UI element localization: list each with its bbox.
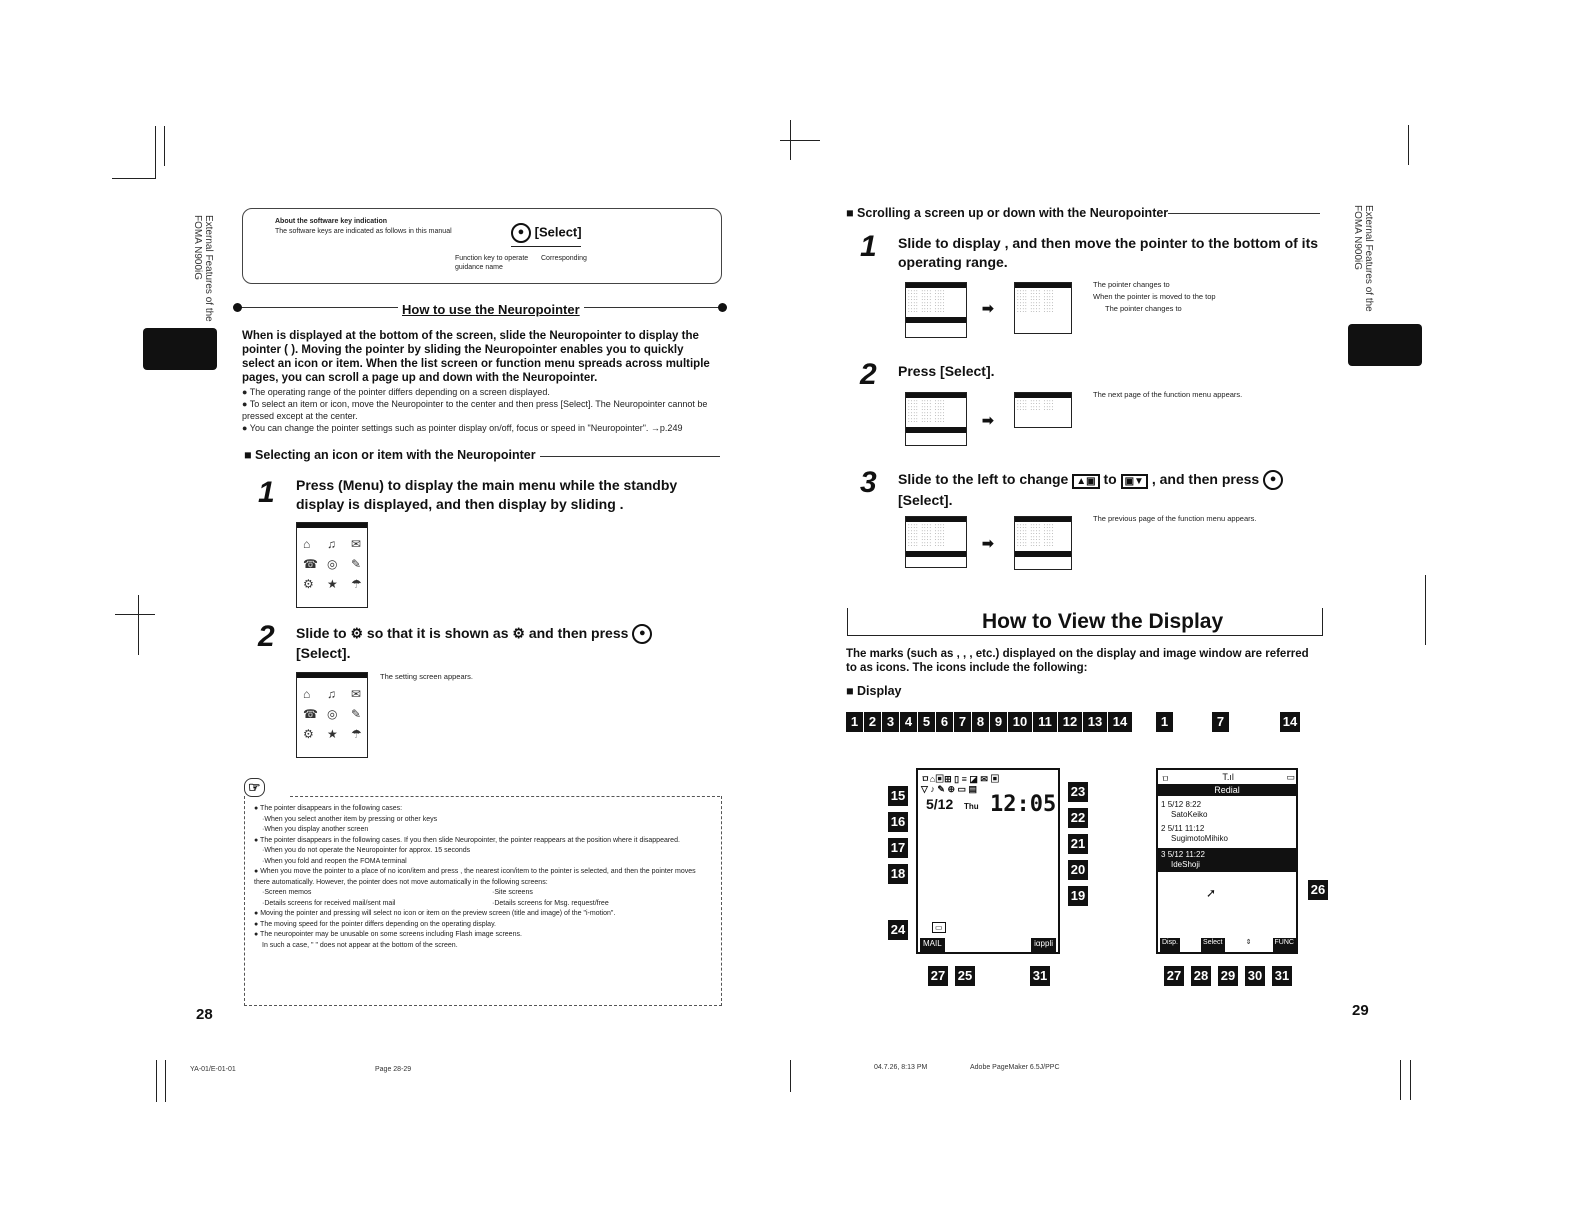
crop-mark: [1425, 575, 1426, 645]
left-intro-paragraph: When is displayed at the bottom of the screen, slide the Neuropointer to display the pointer ( ). Moving the pointer by sliding the Neuropointer enables you to quickly select an icon or item. When the list screen or function menu spreads across multiple pages, you can scroll a page up and down with the Neuropointer.: [242, 330, 710, 384]
list-item-selected: 3 5/12 11:22 IdeShoji: [1158, 848, 1296, 872]
display-date: 5/12: [926, 796, 954, 812]
icon-number: 1: [1156, 712, 1174, 732]
note-rule-top: [290, 796, 720, 797]
section-title-view-display: How to View the Display: [982, 610, 1224, 633]
softkey-left-icon: MAIL: [920, 938, 945, 952]
arrow-right: ➡: [982, 535, 994, 551]
footer-date: 04.7.26, 8:13 PM: [874, 1064, 928, 1071]
step-number: 2: [860, 358, 877, 391]
note-rule-bottom: [244, 1005, 722, 1006]
step-number: 1: [258, 476, 275, 509]
left-step1-text: Press (Menu) to display the main menu while the standby display is displayed, and then display by sliding .: [296, 477, 678, 512]
display-label: ■ Display: [846, 684, 902, 698]
status-icons-row2: ▽ ♪ ✎ ⊕ ▭ ▤: [921, 784, 978, 794]
phone-screen-thumb: :::: :::: :::: :::: :::: :::: :::: :::: :::: :::: :::: ::::: [905, 282, 967, 338]
page-number-left: 28: [196, 1006, 213, 1023]
right-intro-paragraph: The marks (such as , , , etc.) displayed on the display and image window are referred to as icons. The icons include the following:: [846, 648, 1309, 674]
note-icon: ☞: [244, 778, 265, 797]
phone-screen-thumb: :::: :::: :::: :::: :::: :::: :::: :::: :::: :::: :::: ::::: [905, 516, 967, 568]
right-step3-text: Slide to the left to change ▲▣ to ▣▼ , and then press ● [Select].: [898, 470, 1328, 510]
crop-mark: [112, 178, 156, 179]
step1-caption-1: The pointer changes to: [1093, 280, 1170, 289]
section-tab-right: [1348, 324, 1422, 366]
settings-selected-icon: ⚙: [512, 625, 525, 641]
softkey-label-function: Function key to operate: [455, 255, 529, 262]
subhead-rule: [540, 456, 720, 457]
footer-app: Adobe PageMaker 6.5J/PPC: [970, 1064, 1060, 1071]
crop-mark: [790, 1060, 791, 1092]
list-item: 1 5/12 8:22 SatoKeiko: [1161, 800, 1208, 819]
right-step2-text: Press [Select].: [898, 363, 995, 379]
left-number-column: 15 16 17 18: [888, 786, 909, 884]
rule-dot-left: [233, 303, 242, 312]
bottom-bar: [920, 938, 1056, 952]
note-rule-left: [244, 796, 245, 1006]
right-number-column: 23 22 21 20 19: [1068, 782, 1089, 906]
icon-number: 31: [1030, 966, 1051, 986]
softkey-select-label: [Select]: [534, 224, 582, 240]
softkey-box-body: The software keys are indicated as follows in this manual: [275, 228, 452, 235]
phone-screen-thumb: [296, 522, 368, 608]
softkey-right-icon: iαppli: [1031, 938, 1056, 952]
list-title: Redial: [1214, 785, 1240, 795]
phone-screen-thumb: :::: :::: :::: :::: :::: ::::: [1014, 392, 1072, 428]
left-subhead: ■ Selecting an icon or item with the Neuropointer: [244, 448, 536, 462]
bullet-item: ● You can change the pointer settings such as pointer display on/off, focus or speed in "Neuropointer". →p.249: [242, 423, 683, 433]
scroll-indicator-icon: ▲▣: [1072, 474, 1099, 489]
softkey-underline: [511, 246, 581, 247]
note-list: ● The pointer disappears in the following cases: ·When you select another item by pressing or other keys ·When you display another screen ● The pointer disappears in the following cases. If you then slide Neuropointer, the pointer reappears at the position where it disappeared. ·When you do not operate the Neuropointer for approx. 15 seconds ·When you fold and reopen the FOMA terminal ● When you move the pointer to a place of no icon/item and press , the nearest icon/item to the pointer is selected, and then the pointer moves there automatically. However, the pointer does not move automatically in the following screens: ·Screen memos ·Site screens ·Details screens for received mail/sent mail ·Details screens for Msg. request/free ● Moving the pointer and pressing will select no icon or item on the preview screen (title and image) of the "i-motion". ● The moving speed for the pointer differs depending on the operating display. ● The neuropointer may be unusable on some screens including Flash image screens. In such a case, " " does not appear at the bottom of the screen.: [254, 805, 696, 949]
section-title-neuropointer: How to use the Neuropointer: [398, 302, 584, 317]
bottom-number-row: 27 28 29 30 31: [1164, 966, 1293, 986]
crop-mark: [155, 126, 156, 178]
right-step1-text: Slide to display , and then move the pointer to the bottom of its operating range.: [898, 235, 1319, 270]
bullet-item: ● The operating range of the pointer differs depending on a screen displayed.: [242, 387, 550, 397]
phone-screen-thumb: :::: :::: :::: :::: :::: :::: :::: :::: :::: :::: :::: ::::: [1014, 516, 1072, 570]
neuropointer-indicator-icon: ▭: [932, 922, 946, 933]
center-key-icon: ●: [511, 223, 531, 243]
step1-caption-3: The pointer changes to: [1105, 304, 1182, 313]
softkey-label-corresponding: Corresponding: [541, 255, 587, 262]
side-title-right: External Features of the FOMA N900iG: [1352, 205, 1374, 312]
softkey-box-title: About the software key indication: [275, 218, 388, 225]
list-item: 2 5/11 11:12 SugimotoMihiko: [1161, 824, 1228, 843]
crop-mark: [138, 595, 139, 655]
phone-screen-thumb: :::: :::: :::: :::: :::: :::: :::: :::: :::: :::: :::: ::::: [905, 392, 967, 446]
side-title-left: External Features of the FOMA N900iG: [192, 215, 214, 322]
rule-dot-right: [718, 303, 727, 312]
softkey-bar: Disp. Select ⇕ FUNC: [1160, 938, 1296, 952]
note-rule-right: [721, 796, 722, 1006]
list-title-bar: [1158, 784, 1296, 796]
page-number-right: 29: [1352, 1002, 1369, 1019]
bottom-number-row: 27 25: [928, 966, 976, 986]
standby-display-diagram: [916, 768, 1060, 954]
softkey-info-box: [242, 208, 722, 284]
crop-mark: [156, 1060, 157, 1102]
softkey-label-guidance: guidance name: [455, 264, 503, 271]
phone-screen-thumb: :::: :::: :::: :::: :::: :::: :::: :::: :::: :::: :::: ::::: [1014, 282, 1072, 334]
crop-mark: [780, 140, 820, 141]
section-tab-left: [143, 328, 217, 370]
crop-mark: [165, 1060, 166, 1102]
softkey-select-example: [511, 223, 582, 243]
scroll-indicator-icon: ▣▼: [1121, 474, 1148, 489]
icon-number: 26: [1308, 880, 1329, 900]
subhead-rule: [1168, 213, 1320, 214]
phone-screen-thumb: [296, 672, 368, 758]
left-step2-text: Slide to ⚙ so that it is shown as ⚙ and then press ● [Select].: [296, 624, 726, 663]
crop-mark: [164, 126, 165, 166]
menu-icon-grid: ⌂ ♫ ✉ ☎ ◎ ✎ ⚙ ★ ☂: [303, 687, 362, 741]
step2-caption: The next page of the function menu appears.: [1093, 390, 1243, 399]
footer-page: Page 28-29: [375, 1066, 412, 1073]
right-subhead: ■ Scrolling a screen up or down with the Neuropointer: [846, 206, 1169, 220]
step-number: 1: [860, 230, 877, 263]
settings-icon: ⚙: [350, 625, 364, 641]
arrow-right: ➡: [982, 300, 994, 316]
footer-id: YA-01/E-01-01: [190, 1066, 236, 1073]
menu-icon-grid: ⌂ ♫ ✉ ☎ ◎ ✎ ⚙ ★ ☂: [303, 537, 362, 591]
crop-mark: [790, 120, 791, 160]
crop-mark: [1410, 1060, 1411, 1100]
redial-display-diagram: [1156, 768, 1298, 954]
crop-mark: [115, 614, 155, 615]
step-number: 3: [860, 466, 877, 499]
icon-number-strip: 1 2 3 4 5 6 7 8 9 10 11 12 13 14: [846, 712, 1133, 732]
pointer-icon: ➚: [1206, 886, 1217, 900]
status-icons: ㅁ⌂▣⊞ ▯ ≡ ◪ ✉ ▣: [921, 774, 1000, 784]
crop-mark: [1400, 1060, 1401, 1100]
center-key-icon: ●: [632, 624, 652, 644]
step3-caption: The previous page of the function menu appears.: [1093, 514, 1257, 523]
step1-caption-2: When the pointer is moved to the top: [1093, 292, 1216, 301]
step2-caption: The setting screen appears.: [380, 672, 473, 681]
icon-number: 7: [1212, 712, 1230, 732]
bullet-item: ● To select an item or icon, move the Neuropointer to the center and then press [Select]. The Neuropointer cannot be pressed except at the center.: [242, 399, 708, 421]
icon-number: 14: [1280, 712, 1301, 732]
crop-mark: [1408, 125, 1409, 165]
arrow-right: ➡: [982, 412, 994, 428]
display-day: Thu: [964, 802, 979, 811]
status-row: ㅁ T.ıl ▭: [1161, 772, 1295, 784]
step-number: 2: [258, 620, 275, 653]
center-key-icon: ●: [1263, 470, 1283, 490]
icon-number: 24: [888, 920, 909, 940]
display-time: 12:05: [990, 792, 1057, 817]
left-bullets: [242, 386, 718, 434]
